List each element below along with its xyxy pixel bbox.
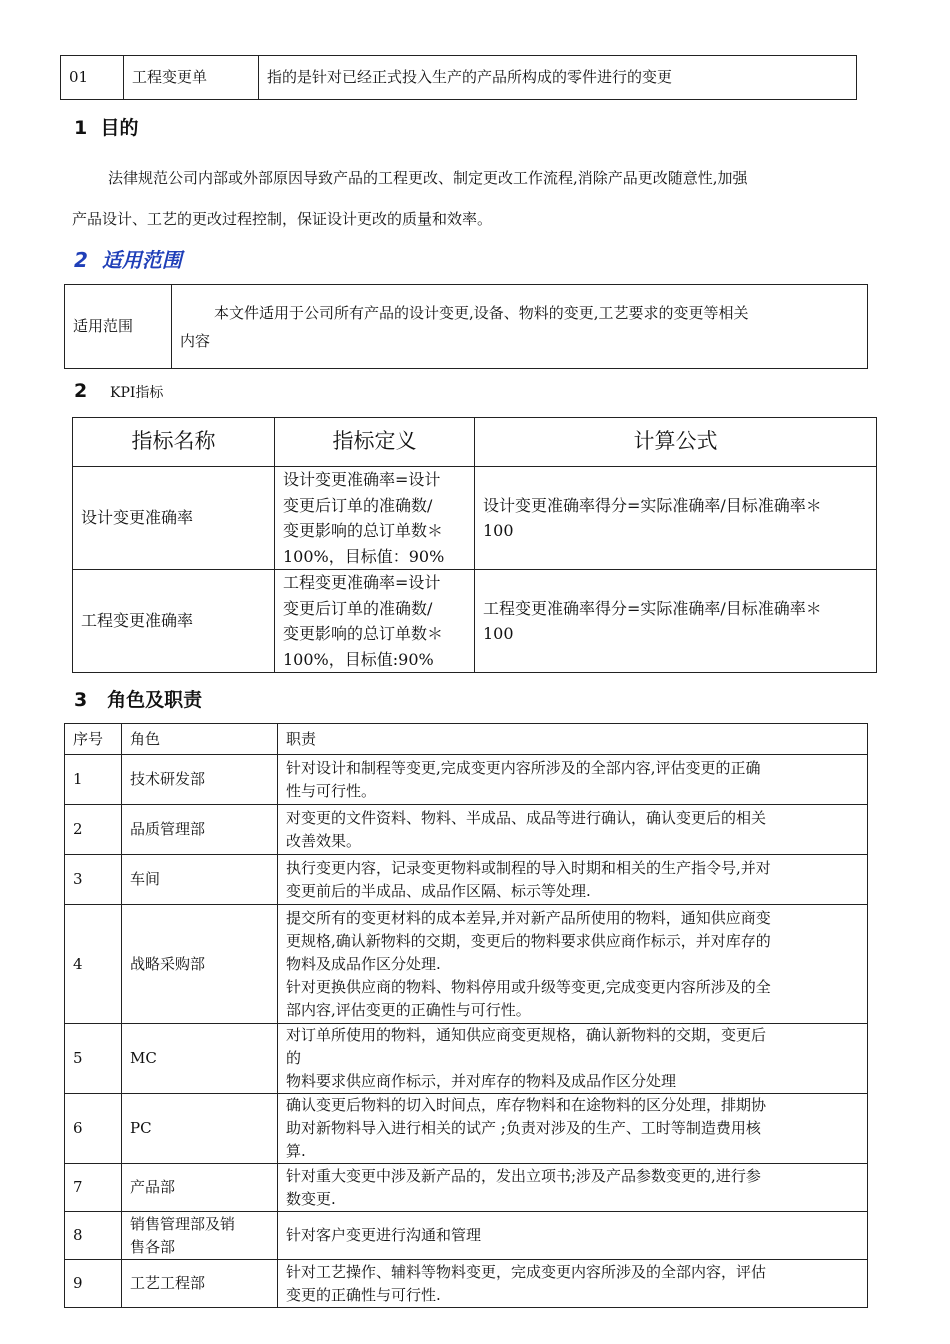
kpi-def-line: 100%，目标值:90% bbox=[283, 649, 434, 669]
roles-row bbox=[65, 1212, 868, 1260]
role-duty bbox=[278, 1260, 868, 1308]
kpi-formula-line: 100 bbox=[483, 624, 514, 643]
role-duty bbox=[278, 1164, 868, 1212]
duty-line: 数变更. bbox=[286, 1189, 336, 1208]
role-duty bbox=[278, 1024, 868, 1094]
kpi-row bbox=[73, 570, 877, 673]
section1-line2: 产品设计、工艺的更改过程控制，保证设计更改的质量和效率。 bbox=[72, 210, 493, 228]
duty-line: 部内容,评估变更的正确性与可行性。 bbox=[286, 1000, 531, 1019]
kpi-def-line: 变更影响的总订单数＊ bbox=[283, 521, 444, 540]
section1-line1: 法律规范公司内部或外部原因导致产品的工程更改、制定更改工作流程,消除产品更改随意性,加强 bbox=[108, 169, 748, 187]
duty-line: 针对设计和制程等变更,完成变更内容所涉及的全部内容,评估变更的正确 bbox=[286, 758, 761, 777]
duty-line: 对变更的文件资料、物料、半成品、成品等进行确认，确认变更后的相关 bbox=[286, 808, 767, 827]
roles-header-duty: 职责 bbox=[278, 724, 868, 755]
role-no: 4 bbox=[65, 905, 122, 1024]
roles-table bbox=[64, 723, 868, 1308]
duty-line: 助对新物料导入进行相关的试产 ;负责对涉及的生产、工时等制造费用核 bbox=[286, 1119, 761, 1137]
kpi-number: 2 bbox=[74, 380, 88, 402]
duty-line: 针对更换供应商的物料、物料停用或升级等变更,完成变更内容所涉及的全 bbox=[286, 977, 771, 996]
kpi-def-line: 100%，目标值：90% bbox=[283, 546, 445, 566]
duty-line: 变更前后的半成品、成品作区隔、标示等处理. bbox=[286, 881, 591, 900]
roles-row bbox=[65, 905, 868, 1024]
role-line: 售各部 bbox=[130, 1237, 176, 1256]
section1-title: 目的 bbox=[100, 117, 139, 139]
kpi-header-row bbox=[73, 418, 877, 467]
scope-content bbox=[172, 285, 868, 369]
role-name: 战略采购部 bbox=[122, 905, 278, 1024]
duty-line: 物料及成品作区分处理. bbox=[286, 954, 441, 973]
kpi-header-def: 指标定义 bbox=[275, 418, 475, 467]
kpi-definition bbox=[275, 570, 475, 673]
kpi-def-line: 变更影响的总订单数＊ bbox=[283, 624, 444, 643]
duty-line: 针对重大变更中涉及新产品的，发出立项书;涉及产品参数变更的,进行参 bbox=[286, 1166, 761, 1185]
definition-table bbox=[60, 55, 857, 100]
kpi-definition bbox=[275, 467, 475, 570]
kpi-title: KPI指标 bbox=[110, 385, 164, 401]
role-duty bbox=[278, 1094, 868, 1164]
role-no: 2 bbox=[65, 805, 122, 855]
role-no: 9 bbox=[65, 1260, 122, 1308]
section2-title: 适用范围 bbox=[101, 248, 182, 272]
role-no: 6 bbox=[65, 1094, 122, 1164]
section1-paragraph bbox=[72, 156, 882, 242]
duty-line: 变更的正确性与可行性. bbox=[286, 1285, 441, 1304]
scope-table bbox=[64, 284, 868, 369]
roles-row bbox=[65, 1024, 868, 1094]
role-duty bbox=[278, 805, 868, 855]
duty-line: 的 bbox=[286, 1049, 302, 1067]
role-no: 7 bbox=[65, 1164, 122, 1212]
scope-line2: 内容 bbox=[180, 331, 211, 350]
kpi-row bbox=[73, 467, 877, 570]
roles-header-role: 角色 bbox=[122, 724, 278, 755]
role-no: 5 bbox=[65, 1024, 122, 1094]
scope-line1: 本文件适用于公司所有产品的设计变更,设备、物料的变更,工艺要求的变更等相关 bbox=[214, 303, 749, 322]
roles-header-no: 序号 bbox=[65, 724, 122, 755]
role-no: 3 bbox=[65, 855, 122, 905]
kpi-formula-line: 设计变更准确率得分=实际准确率/目标准确率＊ bbox=[483, 495, 822, 515]
section3-heading bbox=[74, 685, 202, 712]
kpi-def-line: 设计变更准确率=设计 bbox=[283, 470, 441, 489]
duty-line: 执行变更内容，记录变更物料或制程的导入时期和相关的生产指令号,并对 bbox=[286, 858, 771, 877]
roles-row bbox=[65, 805, 868, 855]
kpi-name: 工程变更准确率 bbox=[73, 570, 275, 673]
roles-row bbox=[65, 1094, 868, 1164]
section2-number: 2 bbox=[74, 248, 88, 272]
role-name: PC bbox=[122, 1094, 278, 1164]
section1-number: 1 bbox=[74, 117, 88, 139]
definition-text: 指的是针对已经正式投入生产的产品所构成的零件进行的变更 bbox=[259, 56, 857, 100]
roles-row bbox=[65, 1260, 868, 1308]
role-no: 8 bbox=[65, 1212, 122, 1260]
role-duty bbox=[278, 855, 868, 905]
duty-line: 针对客户变更进行沟通和管理 bbox=[286, 1226, 482, 1244]
kpi-formula-line: 工程变更准确率得分=实际准确率/目标准确率＊ bbox=[483, 598, 822, 618]
kpi-heading bbox=[74, 380, 163, 402]
duty-line: 性与可行性。 bbox=[286, 781, 377, 800]
kpi-formula-line: 100 bbox=[483, 521, 514, 540]
role-name: MC bbox=[122, 1024, 278, 1094]
kpi-formula bbox=[475, 467, 877, 570]
definition-code: 01 bbox=[61, 56, 124, 100]
kpi-def-line: 变更后订单的准确数/ bbox=[283, 495, 433, 515]
section3-number: 3 bbox=[74, 689, 88, 711]
kpi-header-formula: 计算公式 bbox=[475, 418, 877, 467]
kpi-formula bbox=[475, 570, 877, 673]
kpi-def-line: 工程变更准确率=设计 bbox=[283, 573, 441, 592]
role-duty bbox=[278, 755, 868, 805]
duty-line: 更规格,确认新物料的交期，变更后的物料要求供应商作标示，并对库存的 bbox=[286, 931, 771, 950]
section1-heading bbox=[74, 113, 138, 140]
role-name: 车间 bbox=[122, 855, 278, 905]
role-no: 1 bbox=[65, 755, 122, 805]
kpi-header-name: 指标名称 bbox=[73, 418, 275, 467]
definition-term: 工程变更单 bbox=[124, 56, 259, 100]
kpi-name: 设计变更准确率 bbox=[73, 467, 275, 570]
roles-row bbox=[65, 755, 868, 805]
duty-line: 确认变更后物料的切入时间点，库存物料和在途物料的区分处理，排期协 bbox=[286, 1096, 767, 1114]
role-duty bbox=[278, 905, 868, 1024]
duty-line: 提交所有的变更材料的成本差异,并对新产品所使用的物料，通知供应商变 bbox=[286, 908, 771, 927]
kpi-table bbox=[72, 417, 877, 673]
duty-line: 算. bbox=[286, 1142, 306, 1160]
roles-row bbox=[65, 855, 868, 905]
section3-title: 角色及职责 bbox=[107, 689, 203, 711]
duty-line: 改善效果。 bbox=[286, 831, 362, 850]
duty-line: 对订单所使用的物料，通知供应商变更规格，确认新物料的交期，变更后 bbox=[286, 1026, 767, 1044]
scope-label: 适用范围 bbox=[65, 285, 172, 369]
kpi-def-line: 变更后订单的准确数/ bbox=[283, 598, 433, 618]
role-line: 销售管理部及销 bbox=[130, 1214, 236, 1233]
role-name: 产品部 bbox=[122, 1164, 278, 1212]
role-name: 技术研发部 bbox=[122, 755, 278, 805]
section2-heading bbox=[74, 244, 182, 273]
role-duty bbox=[278, 1212, 868, 1260]
duty-line: 针对工艺操作、辅料等物料变更，完成变更内容所涉及的全部内容，评估 bbox=[286, 1262, 767, 1281]
role-name: 品质管理部 bbox=[122, 805, 278, 855]
duty-line: 物料要求供应商作标示，并对库存的物料及成品作区分处理 bbox=[286, 1072, 677, 1090]
roles-row bbox=[65, 1164, 868, 1212]
role-name: 工艺工程部 bbox=[122, 1260, 278, 1308]
roles-header-row bbox=[65, 724, 868, 755]
role-name bbox=[122, 1212, 278, 1260]
